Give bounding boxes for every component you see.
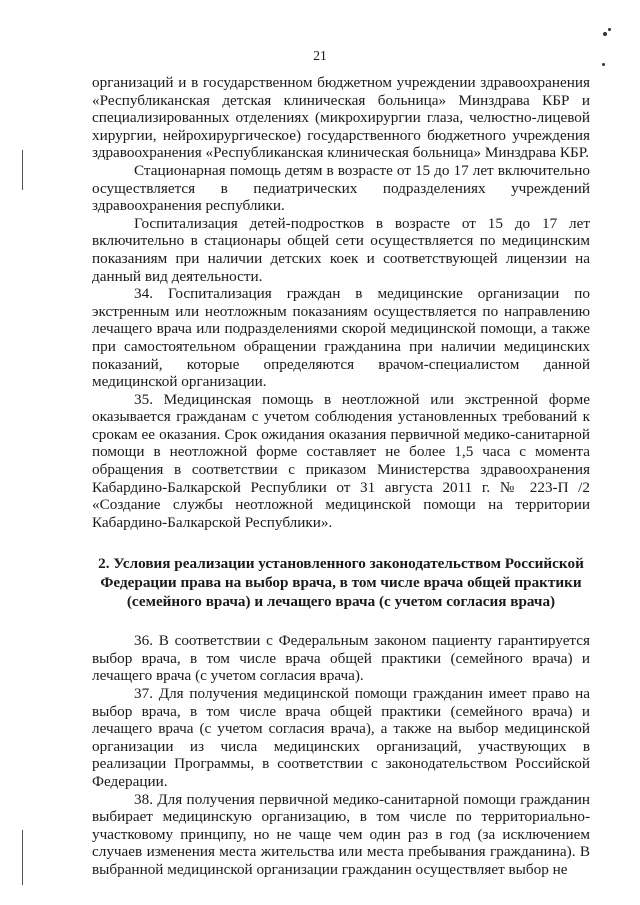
section-heading: 2. Условия реализации установленного законодательством Российской Федерации права на выбор врача, в том числе врача общей практики (семейного врача) и лечащего врача (с учетом согласия врача): [98, 555, 584, 610]
page-number: 21: [313, 48, 327, 63]
paragraph-continuation: организаций и в государственном бюджетном учреждении здравоохранения «Республиканская детская клиническая больница» Минздрава КБР и специализированных отделениях (микрохирургии глаза, челюстно-лицевой хирургии, нейрохирургическое) государственного бюджетного учреждения здравоохранения «Республиканская клиническая больница» Минздрава КБР.: [92, 74, 590, 162]
document-body: [92, 74, 590, 879]
paragraph-item-38: 38. Для получения первичной медико-санитарной помощи гражданин выбирает медицинскую организацию, в том числе по территориально-участковому принципу, но не чаще чем один раз в год (за исключением случаев изменения места жительства или места пребывания гражданина). В выбранной медицинской организации гражданин осуществляет выбор не: [92, 790, 590, 878]
scan-edge-line: [22, 150, 23, 190]
paragraph-item-35: 35. Медицинская помощь в неотложной или экстренной форме оказывается гражданам с учетом соблюдения установленных требований к срокам ее оказания. Срок ожидания оказания первичной медико-санитарной помощи в неотложной форме составляет не более 1,5 часа с момента обращения в соответствии с приказом Министерства здравоохранения Кабардино-Балкарской Республики от 31 августа 2011 г. № 223-П /2 «Создание службы неотложной медицинской помощи на территории Кабардино-Балкарской Республики».: [92, 390, 590, 531]
scan-speck: [603, 32, 607, 36]
paragraph-inpatient-children: Стационарная помощь детям в возрасте от 15 до 17 лет включительно осуществляется в педиатрических подразделениях учреждений здравоохранения республики.: [92, 161, 590, 215]
paragraph-item-34: 34. Госпитализация граждан в медицинские организации по экстренным или неотложным показаниям осуществляется по направлению лечащего врача или подразделениями скорой медицинской помощи, а также при самостоятельном обращении гражданина при наличии медицинских показаний, которые определяются врачом-специалистом данной медицинской организации.: [92, 285, 590, 391]
paragraph-item-36: 36. В соответствии с Федеральным законом пациенту гарантируется выбор врача, в том числе врача общей практики (семейного врача) и лечащего врача (с учетом согласия врача).: [92, 632, 590, 685]
scan-speck: [608, 28, 611, 31]
paragraph-item-37: 37. Для получения медицинской помощи гражданин имеет право на выбор врача, в том числе врача общей практики (семейного врача) и лечащего врача (с учетом согласия врача), а также на выбор медицинской организации из числа медицинских организаций, участвующих в реализации Программы, в соответствии с законодательством Российской Федерации.: [92, 685, 590, 790]
scan-edge-line: [22, 830, 23, 885]
paragraph-hospitalization-teens: Госпитализация детей-подростков в возрасте от 15 до 17 лет включительно в стационары общей сети осуществляется по медицинским показаниям при наличии детских коек и соответствующей лицензии на данный вид деятельности.: [92, 214, 590, 285]
